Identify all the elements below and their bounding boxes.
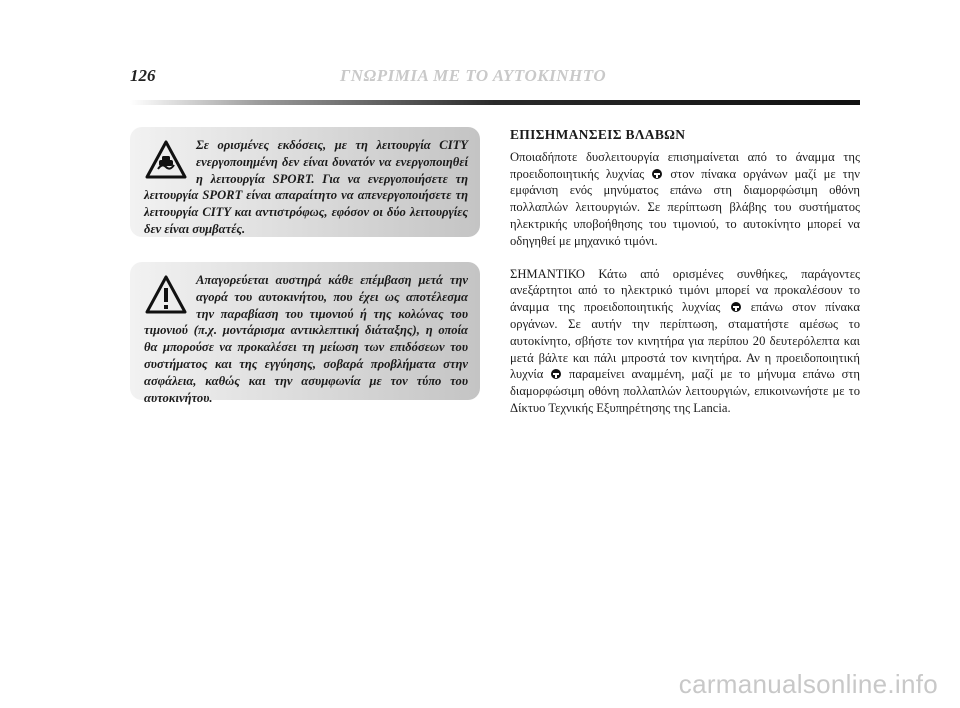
steering-warning-lamp-icon bbox=[652, 169, 662, 179]
steering-warning-lamp-icon bbox=[731, 302, 741, 312]
warning-text-1: Σε ορισμένες εκδόσεις, με τη λειτουργία CITY ενεργοποιημένη δεν είναι δυνατόν να ενεργοποιηθεί η λειτουργία SPORT. Για να ενεργοποιήσετε τη λειτουργία SPORT είναι απαραίτητο να απενεργοποιήσετε τη λειτουργία CITY και αντιστρόφως, εφόσον οι δύο λειτουργίες δεν είναι συμβατές. bbox=[144, 138, 468, 236]
header-rule bbox=[130, 100, 860, 105]
paragraph-2-part-b: επάνω στον πίνακα οργάνων. Σε αυτήν την περίπτωση, σταματήστε αμέσως το αυτοκίνητο, σβήστε τον κινητήρα για περίπου 20 δευτερόλεπτα και μετά βάλτε και πάλι μπροστά τον κινητήρα. Αν η προειδοποιητική λυχνία bbox=[510, 300, 860, 382]
section-paragraph-1 bbox=[510, 149, 860, 250]
fault-signalling-section bbox=[510, 127, 860, 433]
warning-text-2: Απαγορεύεται αυστηρά κάθε επέμβαση μετά την αγορά του αυτοκινήτου, που έχει ως αποτέλεσμα την παραβίαση του τιμονιού ή της κολώνας του τιμονιού (π.χ. μοντάρισμα αντικλεπτική διάταξης), η οποία θα μπορούσε να προκαλέσει τη μείωση των επιδόσεων του συστήματος και της εγγύησης, σοβαρά προβλήματα στην ασφάλεια, καθώς και την ασυμφωνία με τον τύπο του αυτοκινήτου. bbox=[144, 273, 468, 405]
watermark: carmanualsonline.info bbox=[678, 669, 938, 699]
steering-warning-lamp-icon bbox=[551, 369, 561, 379]
warning-box-steering bbox=[130, 262, 480, 405]
slippery-road-warning-icon bbox=[144, 139, 188, 181]
page-header-title: ΓΝΩΡΙΜΙΑ ΜΕ ΤΟ ΑΥΤΟΚΙΝΗΤΟ bbox=[340, 66, 607, 85]
section-paragraph-2 bbox=[510, 266, 860, 417]
paragraph-2-part-c: παραμείνει αναμμένη, μαζί με το μήνυμα επάνω στη διαμορφώσιμη οθόνη πολλαπλών λειτουργιών, επικοινωνήστε με το Δίκτυο Τεχνικής Εξυπηρέτησης της Lancia. bbox=[510, 367, 861, 415]
warning-box-city-sport bbox=[130, 127, 480, 237]
paragraph-1-part-b: στον πίνακα οργάνων μαζί με την εμφάνιση ενός μηνύματος επάνω στη διαμορφώσιμη οθόνη πολλαπλών λειτουργιών. Σε περίπτωση βλάβης του συστήματος ηλεκτρικής υποβοήθησης του τιμονιού, το αυτοκίνητο μπορεί να οδηγηθεί με μηχανικό τιμόνι. bbox=[510, 166, 861, 248]
section-title: ΕΠΙΣΗΜΑΝΣΕΙΣ ΒΛΑΒΩΝ bbox=[510, 127, 686, 142]
paragraph-2-part-a: ΣΗΜΑΝΤΙΚΟ Κάτω από ορισμένες συνθήκες, παράγοντες ανεξάρτητοι από το ηλεκτρικό τιμόνι μπορεί να προκαλέσουν το άναμμα της προειδοποιητικής λυχνίας bbox=[510, 266, 860, 315]
page-number: 126 bbox=[130, 66, 156, 85]
exclamation-warning-icon bbox=[144, 274, 188, 316]
paragraph-1-part-a: Οποιαδήποτε δυσλειτουργία επισημαίνεται από το άναμμα της προειδοποιητικής λυχνίας bbox=[510, 149, 860, 181]
